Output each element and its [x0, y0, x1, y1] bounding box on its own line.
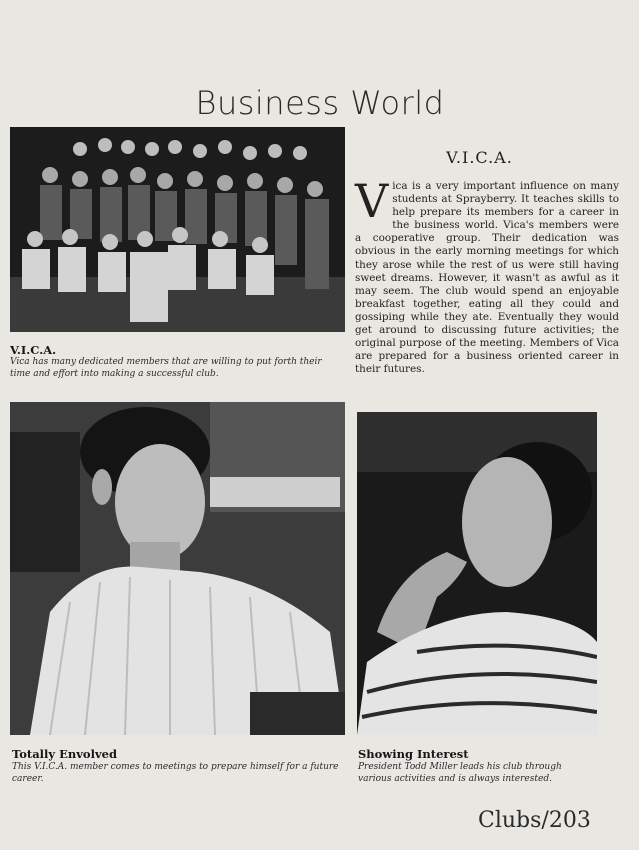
president-photo — [357, 412, 597, 735]
group-photo-caption-text: Vica has many dedicated members that are willing to put forth their time and effort into making a successful club. — [10, 357, 322, 379]
group-photo-caption-title: V.I.C.A. — [10, 343, 57, 357]
article-text: ica is a very important influence on many students at Sprayberry. It teaches skills to help prepare its members for a career in the business world. Vica's members were a cooperative group. Their dedication was obvious in the early morning meetings for which they arose while the rest of us were still having sweet dreams. However, it wasn't as awful as it may seem. The club would spend an enjoyable breakfast together, eating all they could and gossiping while they ate. Eventually they would get around to discussing future activities; the original purpose of the meeting. Members of Vica are prepared for a business oriented career in their futures. — [355, 180, 619, 376]
drop-cap: V — [355, 174, 389, 228]
student-photo-caption-title: Totally Envolved — [12, 747, 117, 761]
president-photo-caption-text: President Todd Miller leads his club through various activities and is always interested. — [358, 762, 562, 784]
student-photo-image — [10, 402, 345, 735]
page-folio: Clubs/203 — [478, 808, 591, 833]
page-title: Business World — [195, 84, 445, 122]
article-title: V.I.C.A. — [446, 148, 513, 167]
group-photo — [10, 127, 345, 332]
group-photo-image — [10, 127, 345, 332]
article-body — [355, 174, 619, 376]
president-photo-caption-title: Showing Interest — [358, 747, 469, 761]
president-photo-image — [357, 412, 597, 735]
student-photo — [10, 402, 345, 735]
student-photo-caption-text: This V.I.C.A. member comes to meetings to prepare himself for a future career. — [12, 762, 339, 784]
